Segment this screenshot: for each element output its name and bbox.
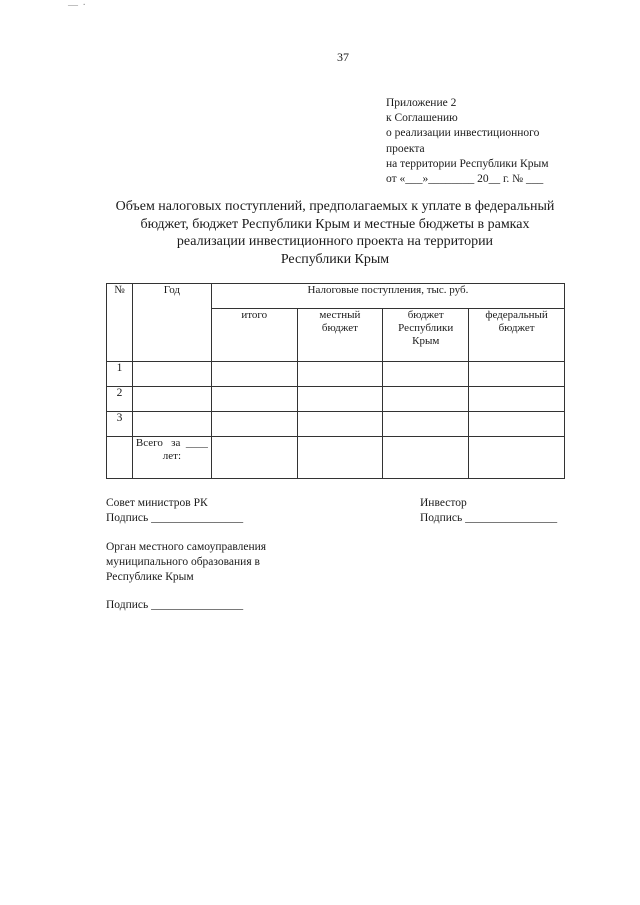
investor-signature-block (420, 496, 557, 526)
title-line: бюджет, бюджет Республики Крым и местные бюджеты в рамках (140, 216, 530, 232)
council-signature-line: Подпись ________________ (106, 512, 244, 525)
header-republic-budget (383, 309, 469, 362)
header-line: местный (319, 309, 361, 321)
table-cell (211, 412, 297, 437)
table-cell (297, 362, 383, 387)
table-cell (211, 362, 297, 387)
table-row (107, 362, 565, 387)
table-cell (132, 362, 211, 387)
title-line: Объем налоговых поступлений, предполагаемых к уплате в федеральный (115, 199, 555, 214)
tax-table (106, 283, 565, 479)
header-line: бюджет (498, 322, 535, 334)
header-line: Крым (412, 335, 440, 347)
header-number: № (107, 284, 133, 362)
title-line: Республики Крым (280, 251, 390, 267)
appendix-line: о реализации инвестиционного (386, 127, 540, 140)
table-cell (383, 362, 469, 387)
row-number: 1 (107, 362, 133, 387)
appendix-block (386, 96, 586, 187)
header-tax-revenue: Налоговые поступления, тыс. руб. (211, 284, 564, 309)
header-line: федеральный (485, 309, 548, 321)
table-cell (383, 437, 469, 479)
table-row (107, 387, 565, 412)
table-cell (132, 412, 211, 437)
table-cell (297, 412, 383, 437)
row-number: 2 (107, 387, 133, 412)
header-line: бюджет (321, 322, 358, 334)
title-line: реализации инвестиционного проекта на территории (176, 234, 494, 249)
header-total (211, 309, 297, 362)
table-cell (383, 412, 469, 437)
local-government-block (106, 540, 266, 586)
table-cell (469, 412, 565, 437)
appendix-line: к Соглашению (386, 112, 458, 125)
appendix-line: Приложение 2 (386, 97, 457, 109)
header-year: Год (132, 284, 211, 362)
table-cell (469, 387, 565, 412)
table-header-row (107, 284, 565, 309)
table-cell (107, 437, 133, 479)
header-line: бюджет (407, 309, 444, 321)
header-line: Республики (398, 322, 454, 334)
header-federal-budget (469, 309, 565, 362)
page-number: 37 (337, 50, 349, 64)
local-government-signature-line: Подпись ________________ (106, 599, 244, 611)
council-name: Совет министров РК (106, 497, 208, 509)
appendix-line: проекта (386, 142, 425, 155)
table-cell (211, 437, 297, 479)
table-cell (132, 387, 211, 412)
appendix-line: на территории Республики Крым (386, 157, 549, 170)
table-cell (383, 387, 469, 412)
table-cell (469, 437, 565, 479)
investor-name: Инвестор (420, 497, 467, 509)
header-local-budget (297, 309, 383, 362)
local-government-line: Республике Крым (106, 571, 194, 584)
investor-signature-line: Подпись ________________ (420, 512, 558, 525)
document-title (100, 198, 570, 268)
local-government-line: муниципального образования в (106, 556, 260, 569)
appendix-line: от «___»________ 20__ г. № ___ (386, 173, 544, 186)
table-cell (297, 387, 383, 412)
header-total-label: итого (241, 309, 268, 321)
row-number: 3 (107, 412, 133, 437)
table-total-row (107, 437, 565, 479)
corner-mark: — · (68, 0, 87, 11)
local-government-line: Орган местного самоуправления (106, 541, 267, 553)
table-cell (297, 437, 383, 479)
table-row (107, 412, 565, 437)
council-signature-block (106, 496, 243, 526)
table-cell (211, 387, 297, 412)
total-label-line: лет: (162, 450, 182, 462)
total-label-line: Всего за ____ (135, 437, 208, 449)
total-label (132, 437, 211, 479)
table-cell (469, 362, 565, 387)
